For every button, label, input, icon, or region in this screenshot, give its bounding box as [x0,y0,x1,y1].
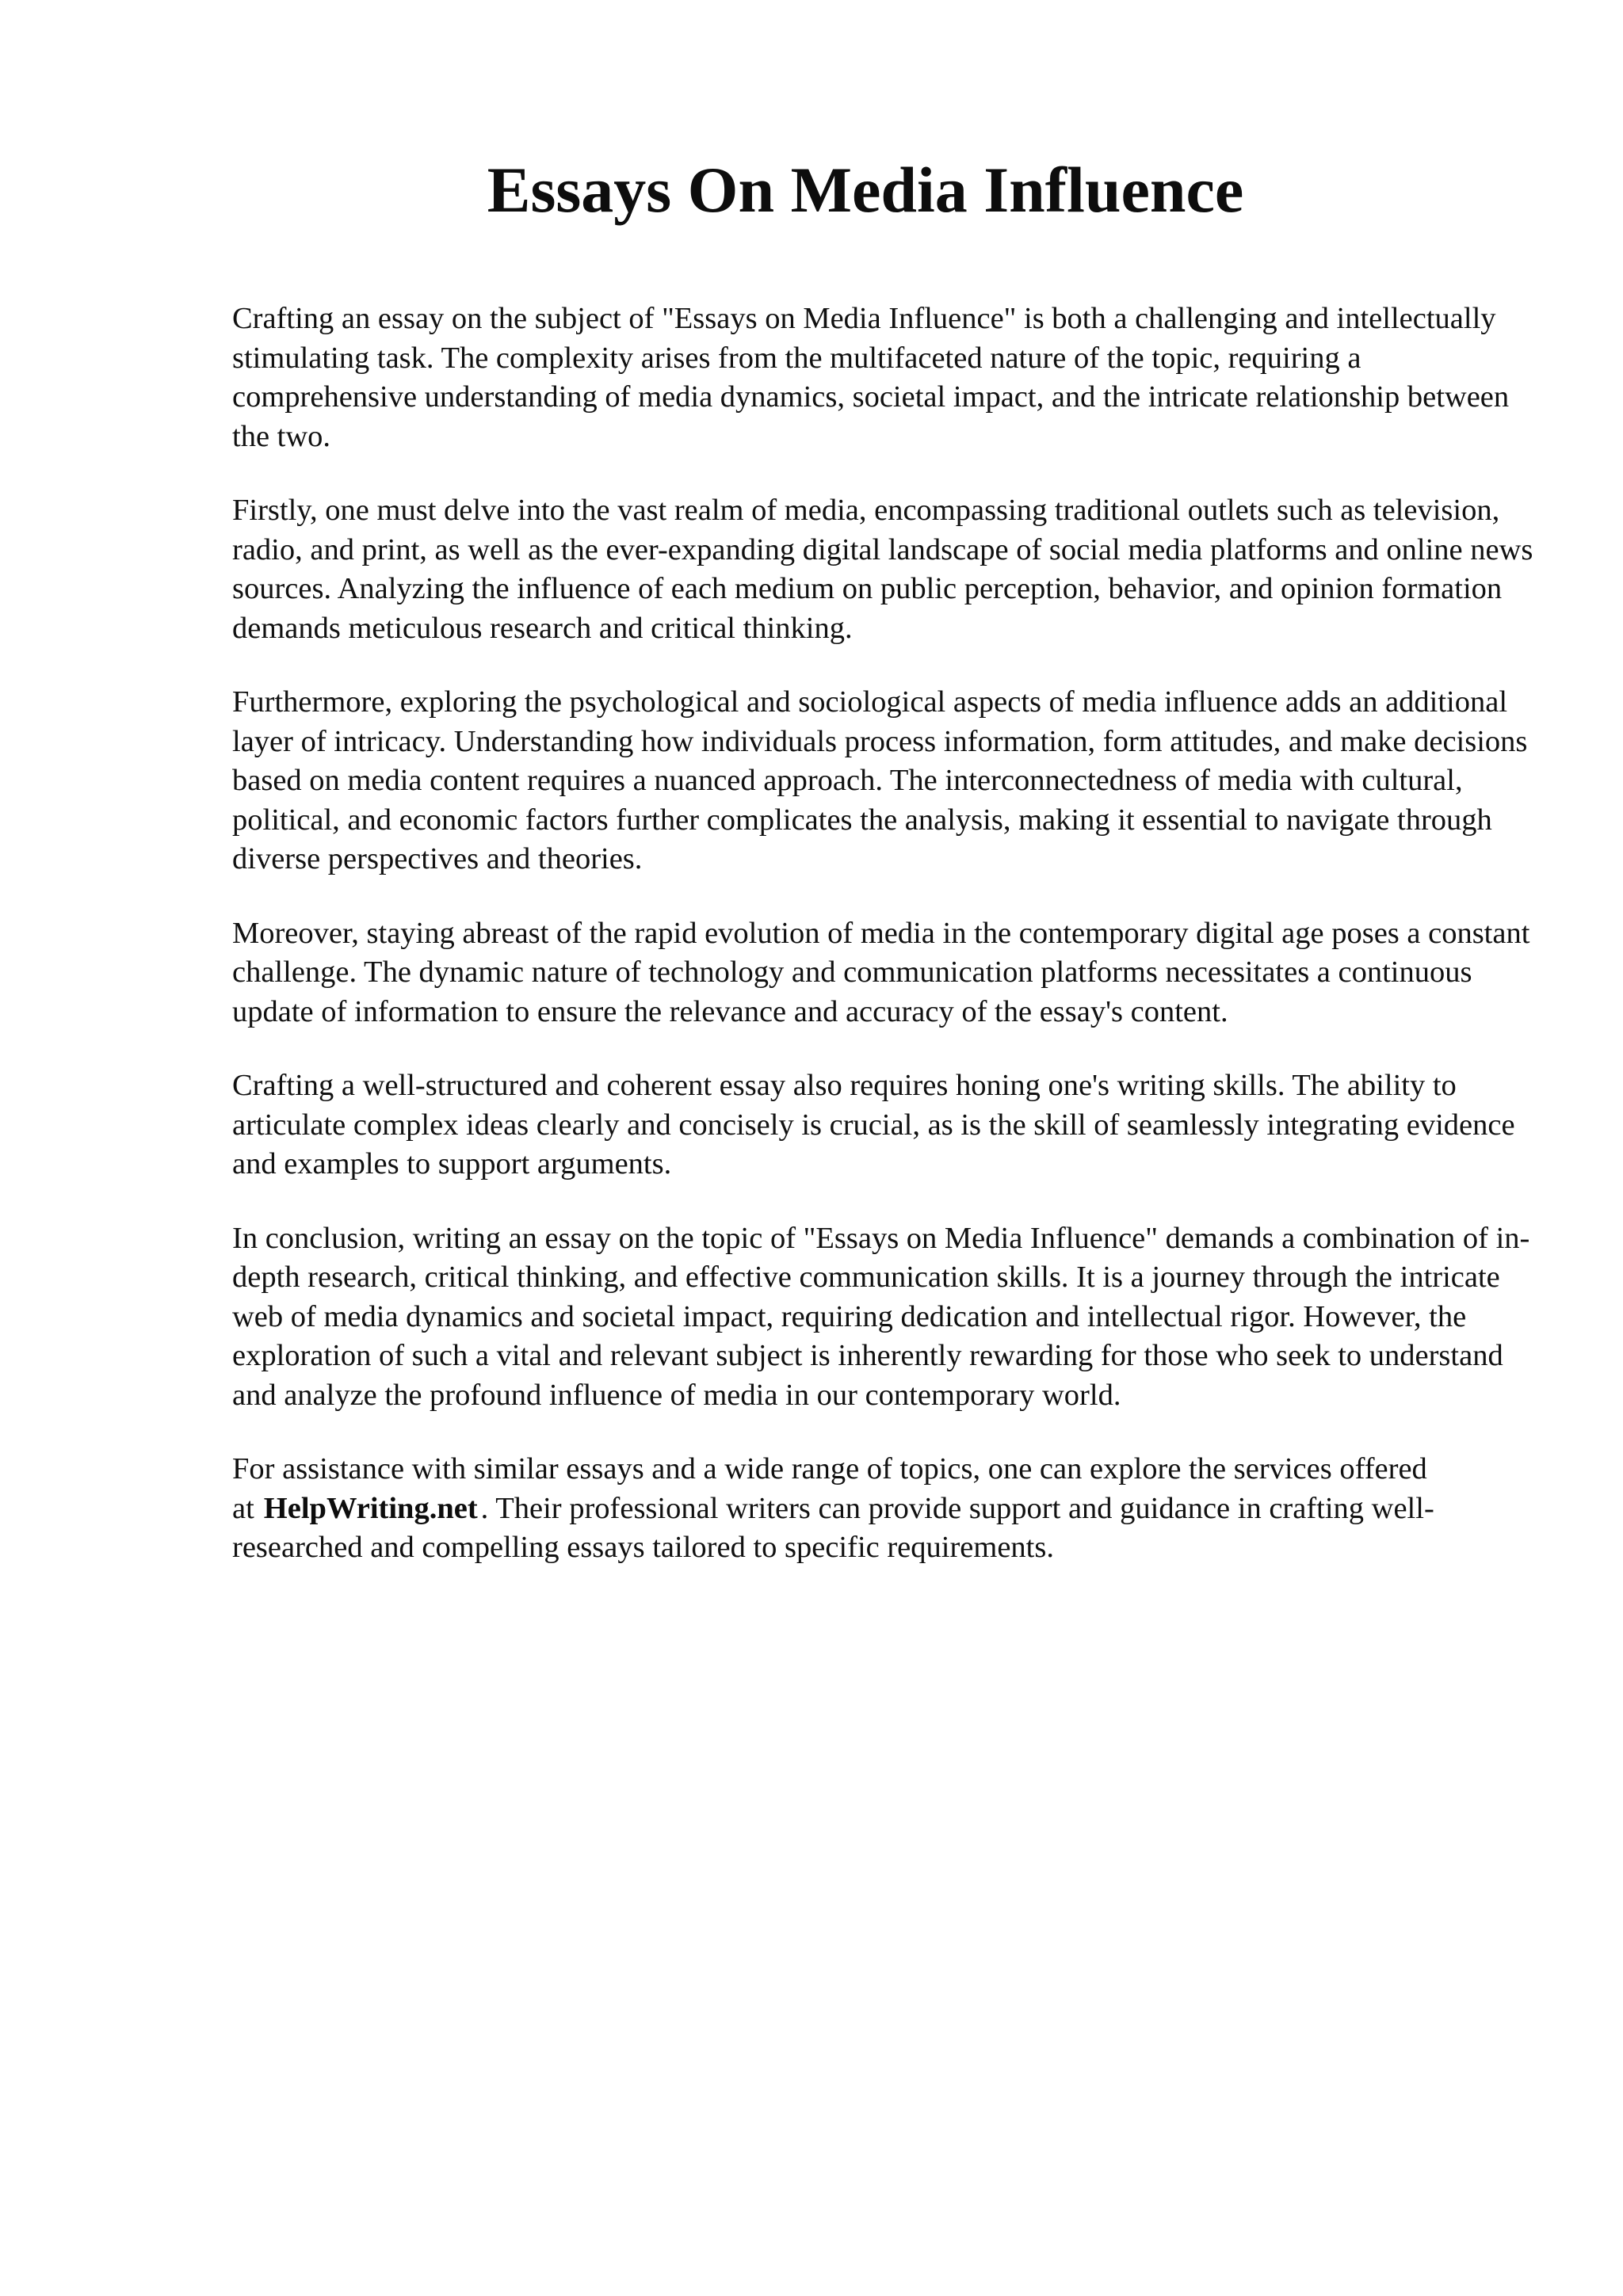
page-title: Essays On Media Influence [487,154,1244,226]
paragraph-writing-skills: Crafting a well-structured and coherent essay also requires honing one's writing skills. The ability to articulate complex ideas clearly and concisely is crucial, as is the skill of seamlessly integrating evidence and examples to support arguments. [232,1069,1515,1180]
helpwriting-link[interactable]: HelpWriting.net [263,1491,478,1525]
paragraph-psychological-aspects: Furthermore, exploring the psychological and sociological aspects of media influence adds an additional layer of intricacy. Understanding how individuals process information, form attitudes, and make decisions based on media content requires a nuanced approach. The interconnectedness of media with cultural, political, and economic factors further complicates the analysis, making it essential to navigate through diverse perspectives and theories. [232,685,1528,875]
paragraph-rapid-evolution: Moreover, staying abreast of the rapid evolution of media in the contemporary digital age poses a constant challenge. The dynamic nature of technology and communication platforms necessitates a continuous update of information to ensure the relevance and accuracy of the essay's content. [232,916,1530,1028]
paragraph-closing [232,1450,1540,1568]
paragraph-media-realm: Firstly, one must delve into the vast realm of media, encompassing traditional outlets such as television, radio, and print, as well as the ever-expanding digital landscape of social media platforms and online news sources. Analyzing the influence of each medium on public perception, behavior, and opinion formation demands meticulous research and critical thinking. [232,494,1533,645]
closing-text-before-link: For assistance with similar essays and a wide range of topics, one can explore the services offered at [232,1452,1427,1525]
paragraph-intro: Crafting an essay on the subject of "Essays on Media Influence" is both a challenging and intellectually stimulating task. The complexity arises from the multifaceted nature of the topic, requiring a comprehensive understanding of media dynamics, societal impact, and the intricate relationship between the two. [232,302,1510,453]
closing-text-after-link: . Their professional writers can provide support and guidance in crafting well-researched and compelling essays tailored to specific requirements. [232,1491,1434,1564]
paragraph-conclusion: In conclusion, writing an essay on the topic of "Essays on Media Influence" demands a combination of in-depth research, critical thinking, and effective communication skills. It is a journey through the intricate web of media dynamics and societal impact, requiring dedication and intellectual rigor. However, the exploration of such a vital and relevant subject is inherently rewarding for those who seek to understand and analyze the profound influence of media in our contemporary world. [232,1221,1530,1412]
essay-body [232,299,1540,1603]
